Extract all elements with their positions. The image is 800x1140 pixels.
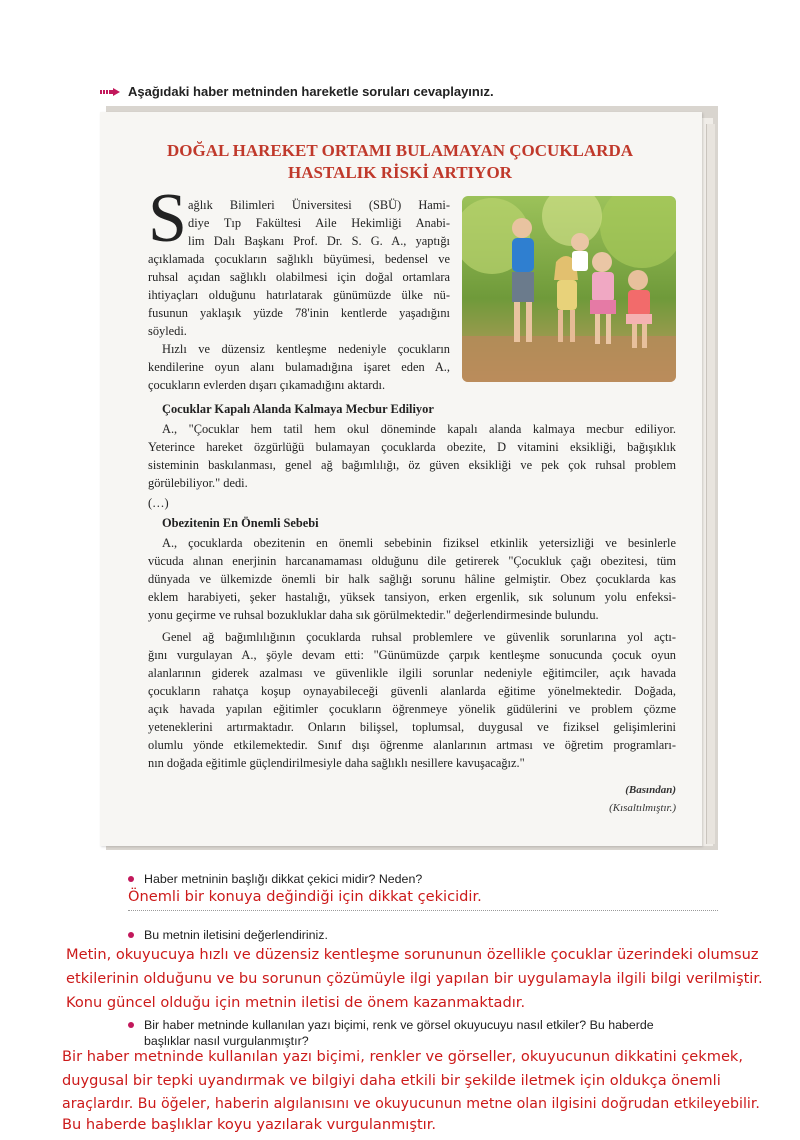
headline-line: DOĞAL HAREKET ORTAMI BULAMAYAN ÇOCUKLARDA [166, 141, 633, 160]
question-text: Bu metnin iletisini değerlendiriniz. [144, 928, 328, 942]
article-line: çocukların rahatça koşup oynayabileceği güvenli alanlarda eğitime yönelmektedir. Doğada, [148, 684, 676, 698]
article-line: sisteminin baskılanması, genel ağ bağımlılığı, öz güven eksikliği ve pek çok ruhsal problem [148, 458, 676, 472]
article-line: ğını vurgulayan A., şöyle devam etti: "Günümüzde çarpık kentleşme sonucunda çocuk oyun [148, 648, 676, 662]
article-line: fusunun yaklaşık yüzde 78'inin kentlerde yaşadığını [148, 306, 450, 320]
question-1 [128, 872, 422, 886]
article-line: ruhsal açıdan sağlıklı olabilmesi için doğal ortamlara [148, 270, 450, 284]
article-line: yonu geçirme ve ruhsal bozukluklar daha sık görülmektedir." değerlendirmesinde bulundu. [148, 608, 599, 622]
question-text: Haber metninin başlığı dikkat çekici midir? Neden? [144, 872, 423, 886]
article-line: nın doğada eğitimle güçlendirilmesiyle daha sağlıklı nesillere kavuşacağız." [148, 756, 525, 770]
drop-cap: S [148, 180, 187, 257]
article-line: diye Tıp Fakültesi Aile Hekimliği Anabi- [188, 216, 450, 230]
bullet-icon [128, 932, 134, 938]
bullet-icon [128, 876, 134, 882]
article-line: lim Dalı Başkanı Prof. Dr. S. G. A., yaptığı [188, 234, 450, 248]
bullet-icon [128, 1022, 134, 1028]
instruction [100, 84, 494, 99]
article-source: (Basından) [625, 784, 676, 796]
article-line: Yeterince hareket özgürlüğü bulamayan çocuklarda obezite, D vitamini eksikliği, bağışıklık [148, 440, 676, 454]
article-line: A., "Çocuklar hem tatil hem okul döneminde kapalı alanda kalmaya mecbur ediliyor. [162, 422, 676, 436]
article-line: olumlu yönde etkilemektedir. Sınıf dışı öğrenme alanlarının artması ve öğretim programları- [148, 738, 676, 752]
article-line: ağlık Bilimleri Üniversitesi (SBÜ) Hami- [188, 198, 450, 212]
answer-3-line: duygusal bir tepki uyandırmak ve bilgiyi daha etkili bir şekilde iletmek için oldukça önemli [62, 1072, 721, 1089]
article-line: kendilerine oyun alanı bulamadığına işaret eden A., [148, 360, 450, 374]
answer-2-line: Konu güncel olduğu için metnin iletisi de önem kazanmaktadır. [66, 994, 526, 1011]
article-line: A., çocuklarda obezitenin en önemli sebebinin fiziksel etkinlik yetersizliği ve besinlerle [162, 536, 676, 550]
article-line: vücuda alınan enerjinin harcanamaması olduğunu dile getirerek "Çocukluk çağı obezitesi, tüm [148, 554, 676, 568]
arrow-right-icon [100, 88, 120, 96]
article-line: açık havada yapılan eğitimler çocukların öğrenmeye yönelik güdülerini ve problem çözme [148, 702, 676, 716]
article-subheading: Obezitenin En Önemli Sebebi [162, 516, 319, 530]
article-abridged-note: (Kısaltılmıştır.) [609, 802, 676, 814]
question-2 [128, 928, 328, 942]
headline-line: HASTALIK RİSKİ ARTIYOR [288, 163, 512, 182]
question-3 [128, 1018, 654, 1032]
article-line: çocukların evlerden dışarı çıkamadığını aktardı. [148, 378, 386, 392]
answer-3-line: araçlardır. Bu öğeler, haberin algılanısını ve okuyucunun metne olan ilgisini doğrudan etkileyebilir. [62, 1096, 760, 1112]
article-line: yeteneklerini artırmaktadır. Onların bilişsel, toplumsal, duygusal ve fiziksel gelişimlerini [148, 720, 676, 734]
article-line: (…) [148, 496, 169, 510]
article-line: ihtiyaçları olduğunu hatırlatarak günümüzde ülke nü- [148, 288, 450, 302]
article-line: dünyada ve ülkemizde önemli bir halk sağlığı sorunu hâline gelmiştir. Obez çocuklarda kas [148, 572, 676, 586]
answer-line-rule [128, 910, 718, 911]
article-line: görülebiliyor." dedi. [148, 476, 248, 490]
answer-2-line: Metin, okuyucuya hızlı ve düzensiz kentleşme sorununun özellikle çocuklar üzerindeki olumsuz [66, 946, 759, 963]
article-subheading: Çocuklar Kapalı Alanda Kalmaya Mecbur Ediliyor [162, 402, 434, 416]
article-line: Hızlı ve düzensiz kentleşme nedeniyle çocukların [162, 342, 450, 356]
question-text: Bir haber metninde kullanılan yazı biçimi, renk ve görsel okuyucuyu nasıl etkiler? Bu haberde [144, 1018, 654, 1032]
answer-3-line: Bu haberde başlıklar koyu yazılarak vurgulanmıştır. [62, 1116, 437, 1133]
article-line: açıklamada çocukların sağlıklı büyümesi, bedensel ve [148, 252, 450, 266]
answer-2-line: etkilerinin olduğunu ve bu sorunun çözümüyle ilgi yapılan bir uygulamayla ilgili bilgi verilmiştir. [66, 970, 763, 987]
article-line: alanlarının giderek azalması ve güvenlikle ilgili sorunlar nedeniyle eğitimciler, açık havada [148, 666, 676, 680]
instruction-text: Aşağıdaki haber metninden hareketle soruları cevaplayınız. [128, 84, 494, 99]
article-line: eklem harabiyeti, şeker hastalığı, yüksek tansiyon, erken ergenlik, sık solunum yolu enfeksi- [148, 590, 676, 604]
question-3-cont: başlıklar nasıl vurgulanmıştır? [144, 1034, 309, 1048]
article-headline [120, 140, 680, 184]
answer-1-line: Önemli bir konuya değindiği için dikkat çekicidir. [128, 888, 482, 905]
article-line: Genel ağ bağımlılığının çocuklarda ruhsal problemlere ve güvenlik sorunlarına yol açtı- [162, 630, 676, 644]
answer-3-line: Bir haber metninde kullanılan yazı biçimi, renkler ve görseller, okuyucunun dikkatini çekmek, [62, 1048, 744, 1065]
children-playing-photo [462, 196, 676, 382]
paper-edge [706, 124, 715, 844]
article-line: söyledi. [148, 324, 187, 338]
